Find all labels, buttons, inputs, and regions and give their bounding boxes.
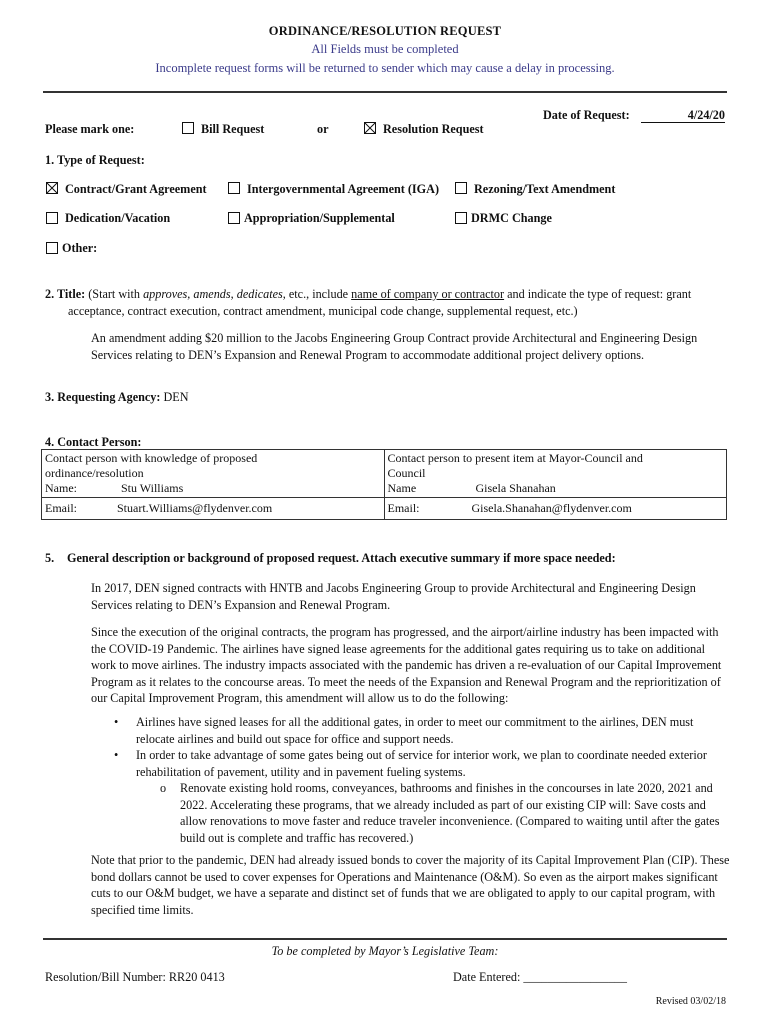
title-instr-line2: acceptance, contract execution, contract amendment, municipal code change, supplemental request, etc.)	[68, 303, 578, 318]
requesting-agency-value: DEN	[163, 390, 189, 404]
title-instructions	[45, 286, 735, 319]
title-instr-1: (Start with	[85, 287, 144, 301]
title-instr-2: , etc., include	[282, 287, 352, 301]
form-subtitle: All Fields must be completed	[311, 42, 459, 56]
contact-right-name-label: Name	[387, 481, 417, 495]
resolution-number-label: Resolution/Bill Number:	[45, 970, 166, 984]
title-body: An amendment adding $20 million to the Jacobs Engineering Group Contract provide Architectural and Engineering Design Services relating to DEN’s Expansion and Renewal Program to accommodate additional project delivery options.	[91, 331, 698, 362]
resolution-request-checkbox[interactable]	[364, 122, 376, 134]
header-divider	[43, 91, 727, 93]
bill-request-checkbox[interactable]	[182, 122, 194, 134]
contract-grant-checkbox[interactable]	[46, 182, 58, 194]
drmc-checkbox[interactable]	[455, 212, 467, 224]
contact-left-email-label: Email:	[45, 501, 77, 515]
title-instr-underline: name of company or contractor	[351, 287, 505, 301]
contact-right-header: Contact person to present item at Mayor-Council and Council	[387, 451, 643, 480]
title-instr-italic: approves, amends, dedicates	[143, 287, 283, 301]
check-x-icon	[365, 123, 375, 133]
contact-right-cell	[384, 450, 727, 498]
description-num: 5.	[45, 551, 55, 565]
revised-date: Revised 03/02/18	[655, 996, 726, 1007]
resolution-request-label: Resolution Request	[383, 122, 484, 136]
bullet-text-2: In order to take advantage of some gates being out of service for interior work, we plan to coordinate needed exterior rehabilitation of pavement, utility and in pavement fueling systems.	[136, 748, 707, 779]
description-heading: General description or background of proposed request. Attach executive summary if more space needed:	[67, 551, 616, 565]
resolution-number-value[interactable]: RR20 0413	[168, 970, 225, 984]
sub-bullet-text: Renovate existing hold rooms, conveyances, bathrooms and finishes in the concourses in late 2020, 2021 and 2022. Accelerating these programs, that we already included as part of our existing CIP will: Save costs and allow renovations to move faster and reduce traveler inconvenience. (Compared to waiting until after the gates build out is complete and traffic has recovered.)	[180, 781, 720, 845]
or-label: or	[317, 122, 329, 136]
iga-checkbox[interactable]	[228, 182, 240, 194]
contact-right-name[interactable]: Gisela Shanahan	[475, 481, 556, 495]
contact-heading: 4. Contact Person:	[45, 435, 142, 449]
description-para-3: Note that prior to the pandemic, DEN had already issued bonds to cover the majority of its Capital Improvement Plan (CIP). These bond dollars cannot be used to cover expenses for Operations and Maintenance (O&M). So even as the airport makes significant cuts to our O&M budget, we have a separate and distinct set of funds that we are obligated to apply to our capital program, with specified time limits.	[91, 853, 730, 917]
contact-left-email-cell	[42, 498, 385, 520]
date-request-value[interactable]: 4/24/20	[641, 108, 725, 123]
contact-right-email-cell	[384, 498, 727, 520]
iga-label: Intergovernmental Agreement (IGA)	[247, 182, 440, 196]
mark-one-label: Please mark one:	[45, 122, 135, 136]
list-item	[110, 747, 730, 846]
sub-list-item	[110, 780, 730, 846]
team-note: To be completed by Mayor’s Legislative Team:	[271, 944, 499, 958]
requesting-agency	[45, 390, 189, 405]
bullet-icon: •	[114, 748, 119, 762]
title-heading: 2. Title:	[45, 287, 86, 301]
contact-left-name-label: Name:	[45, 481, 77, 495]
requesting-agency-label: 3. Requesting Agency:	[45, 390, 161, 404]
other-checkbox[interactable]	[46, 242, 58, 254]
date-entered	[453, 970, 627, 985]
description-bullets	[110, 714, 730, 846]
rezoning-checkbox[interactable]	[455, 182, 467, 194]
contact-left-email[interactable]: Stuart.Williams@flydenver.com	[117, 501, 273, 515]
contact-right-email-label: Email:	[387, 501, 420, 515]
sub-bullet-icon: o	[160, 781, 167, 795]
date-entered-label: Date Entered:	[453, 970, 521, 984]
date-request-label: Date of Request:	[543, 108, 630, 122]
resolution-number	[45, 970, 225, 985]
list-item	[110, 714, 730, 747]
appropriation-label: Appropriation/Supplemental	[244, 211, 395, 225]
dedication-label: Dedication/Vacation	[65, 211, 171, 225]
contact-left-name[interactable]: Stu Williams	[121, 481, 184, 495]
contact-right-name-row	[388, 481, 724, 496]
type-of-request-heading: 1. Type of Request:	[45, 153, 145, 167]
contact-left-name-row	[45, 481, 381, 496]
dedication-checkbox[interactable]	[46, 212, 58, 224]
date-entered-value[interactable]: _________________	[523, 970, 627, 984]
contact-right-email[interactable]: Gisela.Shanahan@flydenver.com	[471, 501, 632, 515]
rezoning-label: Rezoning/Text Amendment	[474, 182, 616, 196]
form-warning: Incomplete request forms will be returned to sender which may cause a delay in processing.	[155, 61, 615, 75]
bullet-icon: •	[114, 715, 119, 729]
contact-left-cell	[42, 450, 385, 498]
contact-left-header: Contact person with knowledge of proposed ordinance/resolution	[45, 451, 258, 480]
bill-request-label: Bill Request	[201, 122, 265, 136]
drmc-label: DRMC Change	[471, 211, 552, 225]
footer-divider	[43, 938, 727, 940]
contract-grant-label: Contract/Grant Agreement	[65, 182, 207, 196]
description-para-1: In 2017, DEN signed contracts with HNTB and Jacobs Engineering Group to provide Architectural and Engineering Design Services relating to DEN’s Expansion and Renewal Program.	[91, 581, 696, 612]
check-x-icon	[47, 183, 57, 193]
contact-table	[41, 449, 727, 520]
description-para-2: Since the execution of the original contracts, the program has progressed, and the airport/airline industry has been impacted with the COVID-19 Pandemic. The airlines have signed lease agreements for the additional gates requiring us to take on additional work to move airlines. The industry impacts associated with the pandemic has driven a re-evaluation of our Capital Improvement Program as it relates to the concourse areas. To meet the needs of the Expansion and Renewal Program and the reprioritization of our Capital Improvement Program, this amendment will allow us to do the following:	[91, 625, 722, 705]
form-title: ORDINANCE/RESOLUTION REQUEST	[268, 24, 502, 38]
appropriation-checkbox[interactable]	[228, 212, 240, 224]
other-label: Other:	[62, 241, 98, 255]
title-instr-3: and indicate the type of request: grant	[504, 287, 692, 301]
bullet-text-1: Airlines have signed leases for all the additional gates, in order to meet our commitment to the airlines, DEN must relocate airlines and build out space for office and support needs.	[136, 715, 694, 746]
